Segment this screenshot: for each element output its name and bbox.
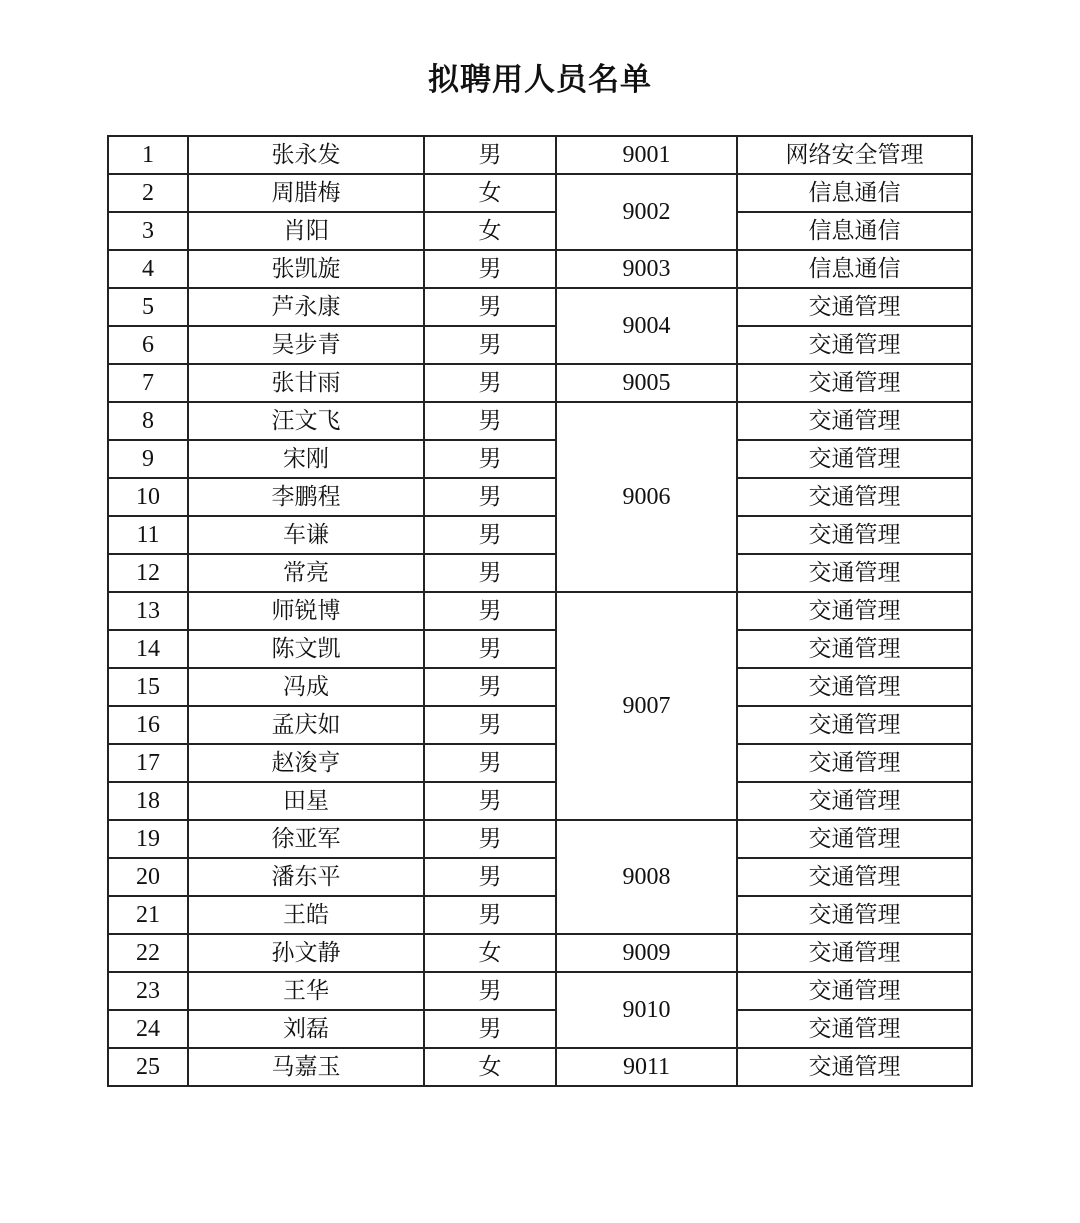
name-cell: 芦永康: [188, 288, 424, 326]
gender-cell: 女: [424, 174, 556, 212]
table-row: [108, 288, 972, 326]
gender-cell: 男: [424, 896, 556, 934]
row-number-cell: 14: [108, 630, 188, 668]
position-cell: 信息通信: [737, 174, 972, 212]
table-row: [108, 820, 972, 858]
table-row: [108, 972, 972, 1010]
gender-cell: 男: [424, 820, 556, 858]
table-row: [108, 326, 972, 364]
table-row: [108, 782, 972, 820]
table-row: [108, 440, 972, 478]
post-code-cell: 9010: [556, 972, 737, 1048]
table-row: [108, 858, 972, 896]
table-row: [108, 1010, 972, 1048]
name-cell: 师锐博: [188, 592, 424, 630]
name-cell: 张甘雨: [188, 364, 424, 402]
row-number-cell: 2: [108, 174, 188, 212]
position-cell: 交通管理: [737, 478, 972, 516]
name-cell: 李鹏程: [188, 478, 424, 516]
position-cell: 交通管理: [737, 630, 972, 668]
position-cell: 交通管理: [737, 934, 972, 972]
row-number-cell: 20: [108, 858, 188, 896]
position-cell: 交通管理: [737, 364, 972, 402]
position-cell: 交通管理: [737, 858, 972, 896]
position-cell: 交通管理: [737, 402, 972, 440]
gender-cell: 男: [424, 136, 556, 174]
post-code-cell: 9008: [556, 820, 737, 934]
gender-cell: 男: [424, 1010, 556, 1048]
row-number-cell: 1: [108, 136, 188, 174]
gender-cell: 男: [424, 592, 556, 630]
name-cell: 车谦: [188, 516, 424, 554]
name-cell: 孙文静: [188, 934, 424, 972]
name-cell: 周腊梅: [188, 174, 424, 212]
position-cell: 信息通信: [737, 250, 972, 288]
table-row: [108, 896, 972, 934]
table-row: [108, 744, 972, 782]
row-number-cell: 8: [108, 402, 188, 440]
post-code-cell: 9003: [556, 250, 737, 288]
row-number-cell: 22: [108, 934, 188, 972]
position-cell: 交通管理: [737, 326, 972, 364]
name-cell: 张凯旋: [188, 250, 424, 288]
row-number-cell: 5: [108, 288, 188, 326]
row-number-cell: 11: [108, 516, 188, 554]
row-number-cell: 21: [108, 896, 188, 934]
post-code-cell: 9001: [556, 136, 737, 174]
row-number-cell: 6: [108, 326, 188, 364]
gender-cell: 男: [424, 326, 556, 364]
gender-cell: 女: [424, 1048, 556, 1086]
name-cell: 吴步青: [188, 326, 424, 364]
row-number-cell: 10: [108, 478, 188, 516]
row-number-cell: 9: [108, 440, 188, 478]
position-cell: 信息通信: [737, 212, 972, 250]
row-number-cell: 24: [108, 1010, 188, 1048]
table-row: [108, 706, 972, 744]
gender-cell: 女: [424, 934, 556, 972]
gender-cell: 男: [424, 516, 556, 554]
position-cell: 交通管理: [737, 516, 972, 554]
name-cell: 陈文凯: [188, 630, 424, 668]
position-cell: 交通管理: [737, 1048, 972, 1086]
gender-cell: 男: [424, 972, 556, 1010]
table-row: [108, 250, 972, 288]
position-cell: 交通管理: [737, 440, 972, 478]
table-row: [108, 934, 972, 972]
page-title: 拟聘用人员名单: [428, 62, 652, 98]
row-number-cell: 19: [108, 820, 188, 858]
gender-cell: 男: [424, 250, 556, 288]
gender-cell: 男: [424, 858, 556, 896]
position-cell: 交通管理: [737, 782, 972, 820]
gender-cell: 男: [424, 782, 556, 820]
row-number-cell: 18: [108, 782, 188, 820]
position-cell: 交通管理: [737, 896, 972, 934]
gender-cell: 男: [424, 288, 556, 326]
table-row: [108, 668, 972, 706]
position-cell: 交通管理: [737, 592, 972, 630]
position-cell: 交通管理: [737, 744, 972, 782]
table-row: [108, 554, 972, 592]
name-cell: 汪文飞: [188, 402, 424, 440]
position-cell: 交通管理: [737, 554, 972, 592]
post-code-cell: 9007: [556, 592, 737, 820]
name-cell: 王皓: [188, 896, 424, 934]
row-number-cell: 15: [108, 668, 188, 706]
table-row: [108, 1048, 972, 1086]
row-number-cell: 4: [108, 250, 188, 288]
row-number-cell: 7: [108, 364, 188, 402]
name-cell: 徐亚军: [188, 820, 424, 858]
row-number-cell: 13: [108, 592, 188, 630]
gender-cell: 男: [424, 706, 556, 744]
table-row: [108, 212, 972, 250]
position-cell: 网络安全管理: [737, 136, 972, 174]
position-cell: 交通管理: [737, 972, 972, 1010]
name-cell: 马嘉玉: [188, 1048, 424, 1086]
roster-table-body: [108, 136, 972, 1086]
post-code-cell: 9004: [556, 288, 737, 364]
row-number-cell: 23: [108, 972, 188, 1010]
post-code-cell: 9011: [556, 1048, 737, 1086]
gender-cell: 男: [424, 440, 556, 478]
table-row: [108, 516, 972, 554]
name-cell: 肖阳: [188, 212, 424, 250]
roster-table: [107, 135, 973, 1087]
name-cell: 刘磊: [188, 1010, 424, 1048]
position-cell: 交通管理: [737, 706, 972, 744]
table-row: [108, 174, 972, 212]
position-cell: 交通管理: [737, 668, 972, 706]
post-code-cell: 9006: [556, 402, 737, 592]
post-code-cell: 9002: [556, 174, 737, 250]
name-cell: 张永发: [188, 136, 424, 174]
row-number-cell: 17: [108, 744, 188, 782]
position-cell: 交通管理: [737, 820, 972, 858]
table-row: [108, 592, 972, 630]
table-row: [108, 364, 972, 402]
gender-cell: 女: [424, 212, 556, 250]
name-cell: 常亮: [188, 554, 424, 592]
post-code-cell: 9009: [556, 934, 737, 972]
gender-cell: 男: [424, 402, 556, 440]
row-number-cell: 12: [108, 554, 188, 592]
position-cell: 交通管理: [737, 288, 972, 326]
table-row: [108, 478, 972, 516]
gender-cell: 男: [424, 478, 556, 516]
name-cell: 宋刚: [188, 440, 424, 478]
position-cell: 交通管理: [737, 1010, 972, 1048]
row-number-cell: 3: [108, 212, 188, 250]
table-row: [108, 136, 972, 174]
name-cell: 潘东平: [188, 858, 424, 896]
gender-cell: 男: [424, 364, 556, 402]
post-code-cell: 9005: [556, 364, 737, 402]
name-cell: 孟庆如: [188, 706, 424, 744]
table-row: [108, 402, 972, 440]
table-row: [108, 630, 972, 668]
gender-cell: 男: [424, 630, 556, 668]
name-cell: 赵浚亨: [188, 744, 424, 782]
name-cell: 王华: [188, 972, 424, 1010]
row-number-cell: 16: [108, 706, 188, 744]
gender-cell: 男: [424, 668, 556, 706]
name-cell: 冯成: [188, 668, 424, 706]
row-number-cell: 25: [108, 1048, 188, 1086]
gender-cell: 男: [424, 554, 556, 592]
name-cell: 田星: [188, 782, 424, 820]
gender-cell: 男: [424, 744, 556, 782]
